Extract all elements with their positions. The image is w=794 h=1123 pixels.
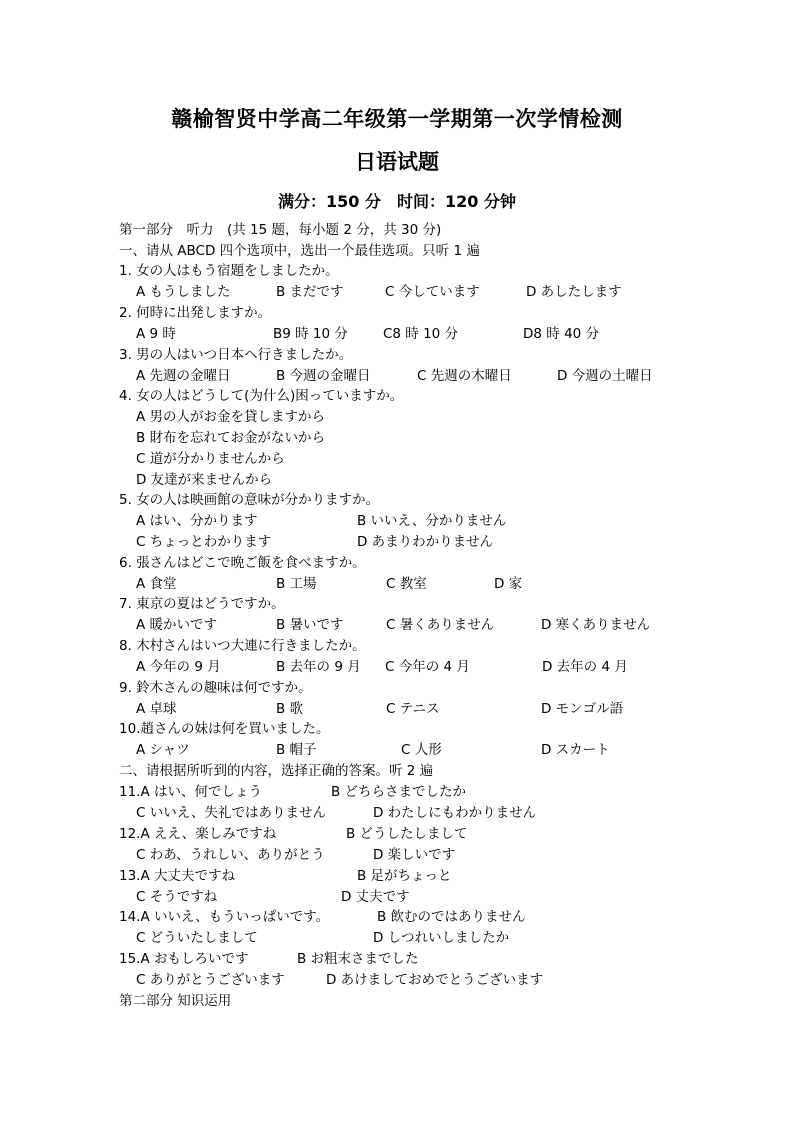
- option-c: C 今しています: [385, 284, 480, 300]
- option-b: B 飲むのではありません: [377, 909, 526, 925]
- question-text: 9. 鈴木さんの趣味は何ですか。: [119, 680, 312, 696]
- exam-meta: 满分：150 分 时间：120 分钟: [278, 192, 516, 211]
- option-a: A 暖かいです: [136, 617, 218, 633]
- option-c: C 人形: [401, 742, 442, 758]
- option-c: C そうですね: [136, 889, 218, 905]
- option-c: C わあ、うれしい、ありがとう: [136, 847, 325, 863]
- option-c: C 暑くありません: [386, 617, 495, 633]
- option-a: 15.A おもしろいです: [119, 951, 249, 967]
- option-b: B 工場: [276, 576, 317, 592]
- option-a: A 食堂: [136, 576, 177, 592]
- option-c: C どういたしまして: [136, 930, 258, 946]
- option-c: C 今年の 4 月: [385, 659, 470, 675]
- option-a: A 男の人がお金を貸しますから: [136, 409, 326, 425]
- option-d: D 友達が来ませんから: [136, 472, 273, 488]
- page-title: 赣榆智贤中学高二年级第一学期第一次学情检测: [171, 107, 623, 131]
- option-a: A シャツ: [136, 742, 190, 758]
- option-d: D あしたします: [526, 284, 622, 300]
- question-text: 2. 何時に出発しますか。: [119, 305, 272, 321]
- option-d: D 楽しいです: [373, 847, 456, 863]
- option-d: D 寒くありません: [541, 617, 651, 633]
- option-d: D 丈夫です: [341, 889, 410, 905]
- option-d: D モンゴル語: [541, 701, 624, 717]
- option-b: B9 時 10 分: [273, 326, 348, 342]
- option-d: D あけましておめでとうございます: [326, 972, 544, 988]
- option-c: C8 時 10 分: [383, 326, 459, 342]
- part1-heading: 第一部分 听力 (共 15 题，每小题 2 分，共 30 分): [119, 222, 442, 238]
- option-b: B 帽子: [276, 742, 317, 758]
- option-b: B お粗末さまでした: [297, 951, 419, 967]
- option-c: C テニス: [386, 701, 440, 717]
- option-a: 14.A いいえ、もういっぱいです。: [119, 909, 330, 925]
- option-d: D わたしにもわかりません: [373, 805, 537, 821]
- option-b: B 今週の金曜日: [276, 368, 371, 384]
- option-b: B 去年の 9 月: [276, 659, 361, 675]
- option-b: B 足がちょっと: [357, 868, 452, 884]
- option-a: 11.A はい、何でしょう: [119, 784, 262, 800]
- option-c: C ちょっとわかります: [136, 534, 272, 550]
- option-b: B 財布を忘れてお金がないから: [136, 430, 326, 446]
- option-b: B いいえ、分かりません: [357, 513, 507, 529]
- option-c: C ありがとうございます: [136, 972, 285, 988]
- option-d: D8 時 40 分: [523, 326, 600, 342]
- option-c: C 道が分かりませんから: [136, 451, 285, 467]
- question-text: 3. 男の人はいつ日本へ行きましたか。: [119, 347, 353, 363]
- option-a: 13.A 大丈夫ですね: [119, 868, 235, 884]
- option-d: D 家: [494, 576, 523, 592]
- question-text: 4. 女の人はどうして(为什么)困っていますか。: [119, 388, 404, 404]
- question-text: 7. 東京の夏はどうですか。: [119, 596, 285, 612]
- option-a: A 先週の金曜日: [136, 368, 231, 384]
- option-b: B どちらさまでしたか: [331, 784, 467, 800]
- option-c: C 先週の木曜日: [417, 368, 512, 384]
- option-a: A もうしました: [136, 284, 231, 300]
- option-c: C 教室: [386, 576, 427, 592]
- question-text: 6. 張さんはどこで晩ご飯を食べますか。: [119, 555, 366, 571]
- section2-instructions: 二、请根据所听到的内容，选择正确的答案。听 2 遍: [119, 763, 434, 779]
- option-d: D 去年の 4 月: [542, 659, 628, 675]
- option-d: D しつれいしましたか: [373, 930, 510, 946]
- part2-heading: 第二部分 知识运用: [119, 993, 232, 1009]
- option-d: D あまりわかりません: [357, 534, 494, 550]
- option-a: A 9 時: [136, 326, 176, 342]
- page-subtitle: 日语试题: [355, 150, 439, 174]
- question-text: 1. 女の人はもう宿題をしましたか。: [119, 263, 339, 279]
- section1-instructions: 一、请从 ABCD 四个选项中，选出一个最佳选项。只听 1 遍: [119, 243, 480, 259]
- option-d: D 今週の土曜日: [557, 368, 653, 384]
- option-b: B どうしたしまして: [346, 826, 468, 842]
- option-a: A はい、分かります: [136, 513, 258, 529]
- option-d: D スカート: [541, 742, 610, 758]
- question-text: 5. 女の人は映画館の意味が分かりますか。: [119, 492, 380, 508]
- question-text: 10.趙さんの妹は何を買いました。: [119, 721, 330, 737]
- option-a: A 今年の 9 月: [136, 659, 221, 675]
- option-b: B 歌: [276, 701, 304, 717]
- option-a: A 卓球: [136, 701, 177, 717]
- question-text: 8. 木村さんはいつ大連に行きましたか。: [119, 638, 366, 654]
- option-c: C いいえ、失礼ではありません: [136, 805, 327, 821]
- option-a: 12.A ええ、楽しみですね: [119, 826, 277, 842]
- option-b: B まだです: [276, 284, 344, 300]
- option-b: B 暑いです: [276, 617, 344, 633]
